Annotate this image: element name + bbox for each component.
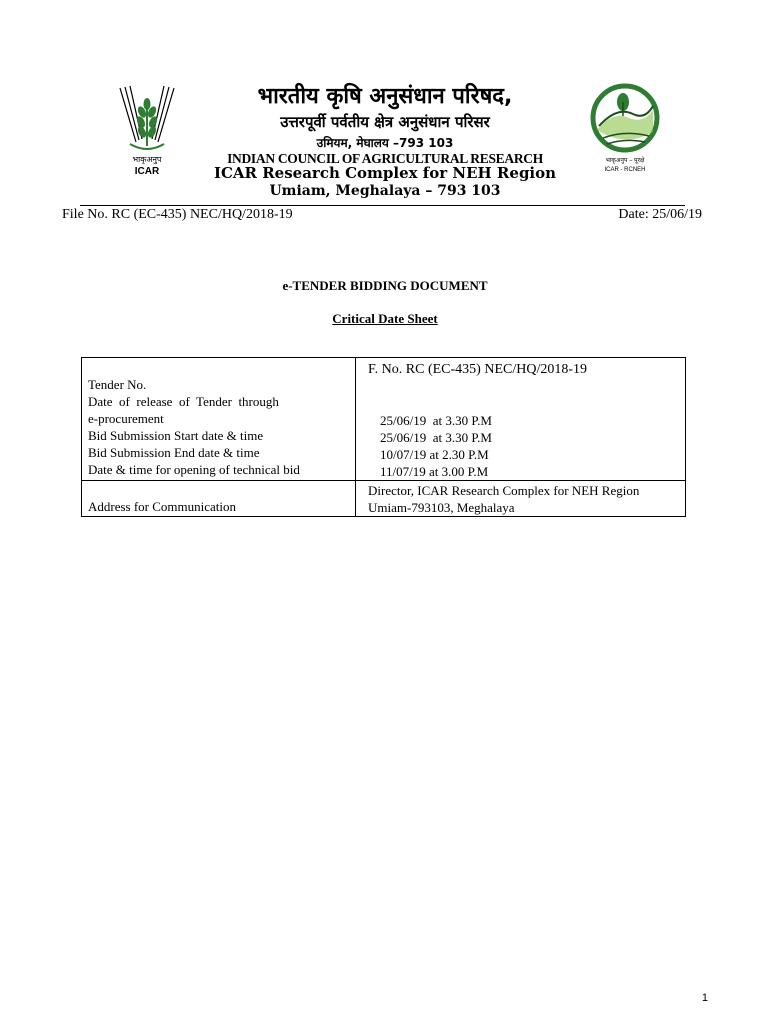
labels-cell	[82, 358, 356, 481]
release-date-label: Date of release of Tender through	[88, 394, 279, 409]
hindi-address: उमियम, मेघालय –793 103	[316, 136, 454, 150]
release-date-label-cont: e-procurement	[88, 411, 164, 426]
file-number: File No. RC (EC-435) NEC/HQ/2018-19	[62, 207, 293, 222]
tender-no-value: F. No. RC (EC-435) NEC/HQ/2018-19	[368, 362, 587, 377]
rcneh-logo-hindi: भाकृअनुप – पूरक्षे	[605, 157, 645, 164]
document-date: Date: 25/06/19	[618, 207, 702, 222]
org-name: INDIAN COUNCIL OF AGRICULTURAL RESEARCH	[227, 151, 543, 166]
bid-end-value: 10/07/19 at 2.30 P.M	[380, 447, 489, 462]
icar-logo-text: ICAR	[134, 166, 160, 177]
address-label: Address for Communication	[88, 499, 237, 514]
address-label-cell	[82, 481, 356, 517]
rcneh-logo-text: ICAR - RCNEH	[604, 167, 646, 173]
document-subtitle: Critical Date Sheet	[332, 311, 438, 326]
tender-no-label: Tender No.	[88, 377, 147, 392]
values-cell	[356, 358, 686, 481]
icar-logo-hindi: भाकृअनुप	[132, 155, 162, 164]
page-number: 1	[701, 992, 708, 1004]
bid-end-label: Bid Submission End date & time	[88, 445, 260, 460]
address-value-cell	[356, 481, 686, 517]
address-value-line1: Director, ICAR Research Complex for NEH Region	[368, 483, 640, 498]
release-date-value: 25/06/19 at 3.30 P.M	[380, 413, 492, 428]
hindi-title: भारतीय कृषि अनुसंधान परिषद,	[257, 84, 513, 109]
document-title: e-TENDER BIDDING DOCUMENT	[282, 278, 488, 293]
critical-date-table	[81, 357, 686, 517]
location: Umiam, Meghalaya – 793 103	[269, 183, 501, 199]
opening-label: Date & time for opening of technical bid	[88, 462, 300, 477]
table-row	[82, 481, 686, 517]
table-row	[82, 358, 686, 481]
address-value-line2: Umiam-793103, Meghalaya	[368, 500, 515, 515]
bid-start-label: Bid Submission Start date & time	[88, 428, 264, 443]
complex-name: ICAR Research Complex for NEH Region	[213, 164, 557, 182]
hindi-subtitle: उत्तरपूर्वी पर्वतीय क्षेत्र अनुसंधान परिसर	[280, 113, 490, 131]
bid-start-value: 25/06/19 at 3.30 P.M	[380, 430, 492, 445]
opening-value: 11/07/19 at 3.00 P.M	[380, 464, 489, 479]
header-divider	[80, 205, 685, 206]
